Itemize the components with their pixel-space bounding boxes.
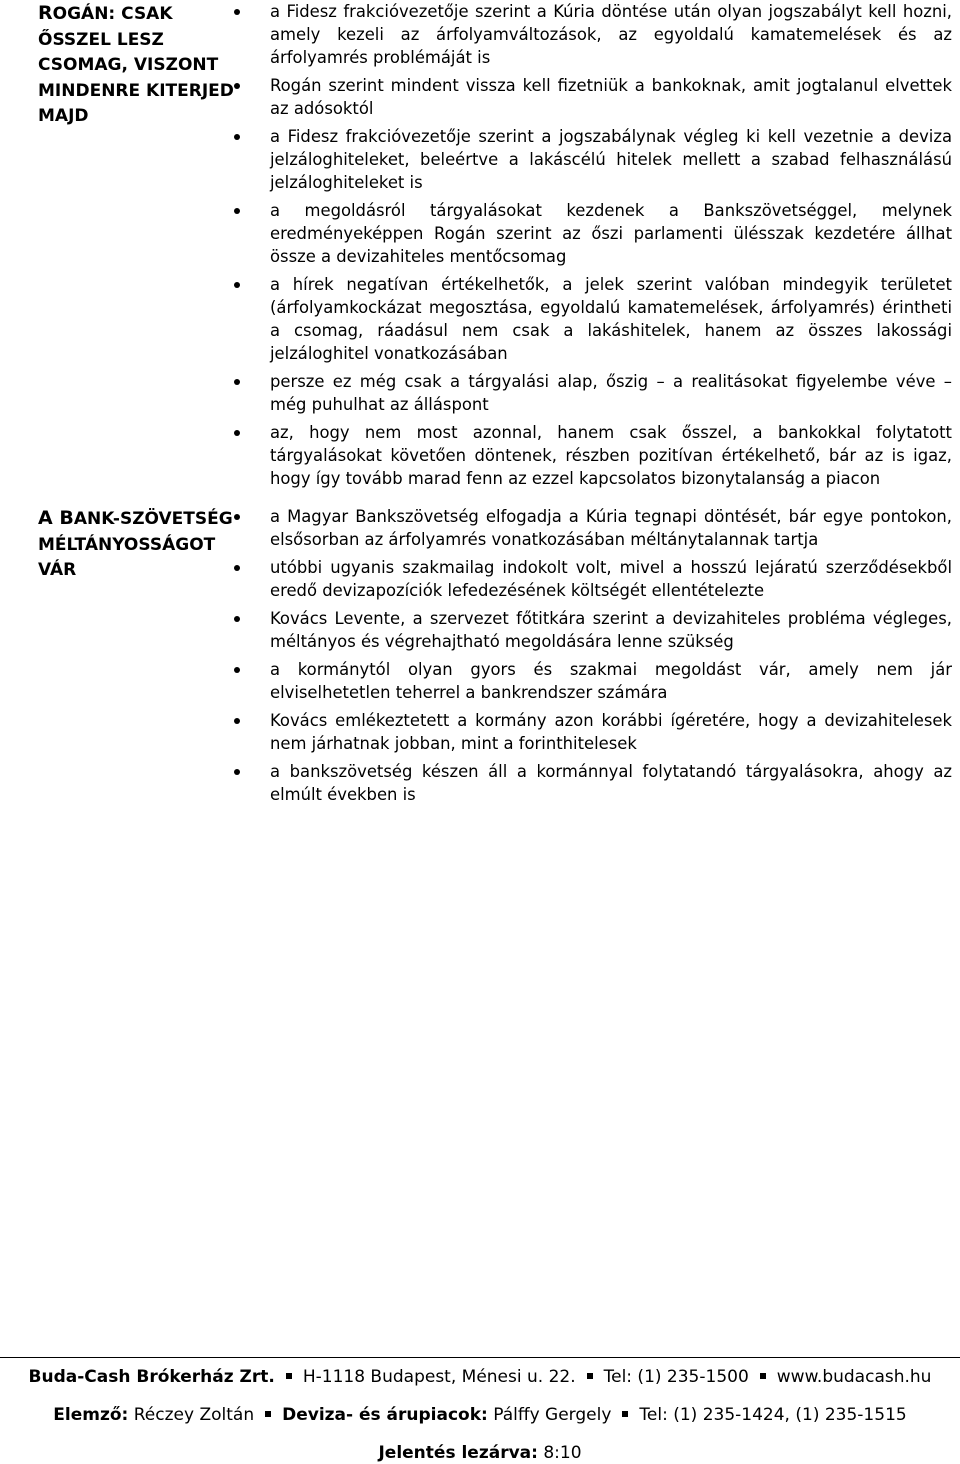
bullet-text: a Fidesz frakcióvezetője szerint a Kúria döntése után olyan jogszabályt kell hozni, amely kezeli az árfolyamváltozások, az egyoldalú kamatemelések és az árfolyamrés problémáját is <box>270 2 952 67</box>
footer-address: H-1118 Budapest, Ménesi u. 22. <box>302 1367 576 1387</box>
footer-fx-phone: Tel: (1) 235-1424, (1) 235-1515 <box>639 1405 907 1425</box>
separator-square-icon <box>265 1411 271 1417</box>
bullet-text: a Fidesz frakcióvezetője szerint a jogszabálynak végleg ki kell vezetnie a deviza jelzáloghiteleket, beleértve a lakáscélú hitelek mellett a szabad felhasználású jelzáloghiteleket is <box>270 127 952 192</box>
footer-company: Buda-Cash Brókerház Zrt. <box>28 1367 275 1387</box>
footer-website[interactable]: www.budacash.hu <box>776 1367 932 1387</box>
footer-closed-label: Jelentés lezárva: <box>378 1443 538 1463</box>
list-item <box>270 760 952 806</box>
bullet-icon <box>234 379 240 385</box>
list-item <box>270 273 952 365</box>
list-item <box>270 709 952 755</box>
section-title-text: OGÁN: CSAK ŐSSZEL LESZ CSOMAG, VISZONT MINDENRE KITERJED MAJD <box>38 4 234 126</box>
bullet-icon <box>234 616 240 622</box>
bullet-text: persze ez még csak a tárgyalási alap, őszig – a realitásokat figyelembe véve – még puhulhat az álláspont <box>270 372 952 414</box>
bullet-list <box>270 505 952 811</box>
list-item <box>270 421 952 490</box>
footer-divider <box>0 1357 960 1358</box>
section-title-initial: A B <box>38 507 74 529</box>
footer-fx-label: Deviza- és árupiacok: <box>282 1405 488 1425</box>
list-item <box>270 505 952 551</box>
bullet-icon <box>234 565 240 571</box>
bullet-icon <box>234 208 240 214</box>
bullet-list <box>270 0 952 495</box>
bullet-icon <box>234 718 240 724</box>
list-item <box>270 556 952 602</box>
footer-analyst-row <box>0 1404 960 1426</box>
list-item <box>270 199 952 268</box>
footer-fx-name: Pálffy Gergely <box>487 1405 612 1425</box>
bullet-text: az, hogy nem most azonnal, hanem csak ősszel, a bankokkal folytatott tárgyalásokat követően döntenek, részben pozitívan értékelhető, bár az is igaz, hogy így tovább marad fenn az ezzel kapcsolatos bizonytalanság a piacon <box>270 423 952 488</box>
bullet-icon <box>234 514 240 520</box>
bullet-icon <box>234 769 240 775</box>
separator-square-icon <box>622 1411 628 1417</box>
list-item <box>270 370 952 416</box>
footer-company-row <box>0 1366 960 1388</box>
footer-analyst-label: Elemző: <box>53 1405 129 1425</box>
bullet-icon <box>234 83 240 89</box>
bullet-text: utóbbi ugyanis szakmailag indokolt volt, mivel a hosszú lejáratú szerződésekből eredő devizapozíciók lefedezésének költségét ellentételezte <box>270 558 952 600</box>
separator-square-icon <box>760 1373 766 1379</box>
bullet-icon <box>234 282 240 288</box>
bullet-text: a bankszövetség készen áll a kormánnyal folytatandó tárgyalásokra, ahogy az elmúlt években is <box>270 762 952 804</box>
footer-phone: Tel: (1) 235-1500 <box>603 1367 749 1387</box>
bullet-text: Rogán szerint mindent vissza kell fizetniük a bankoknak, amit jogtalanul elvettek az adósoktól <box>270 76 952 118</box>
footer-analyst-name: Réczey Zoltán <box>128 1405 255 1425</box>
bullet-text: a hírek negatívan értékelhetők, a jelek szerint valóban mindegyik területet (árfolyamkockázat megosztása, egyoldalú kamatemelések, árfolyamrés) érintheti a csomag, ráadásul nem csak a lakáshitelek, hanem az összes lakossági jelzáloghitel vonatkozásában <box>270 275 952 363</box>
bullet-text: a Magyar Bankszövetség elfogadja a Kúria tegnapi döntését, bár egye pontokon, elsősorban az árfolyamrés vonatkozásában méltánytalannak tartja <box>270 507 952 549</box>
bullet-text: Kovács Levente, a szervezet főtitkára szerint a devizahiteles probléma végleges, méltányos és végrehajtható megoldására lenne szükség <box>270 609 952 651</box>
list-item <box>270 658 952 704</box>
bullet-text: a kormánytól olyan gyors és szakmai megoldást vár, amely nem jár elviselhetetlen teherrel a bankrendszer számára <box>270 660 952 702</box>
footer-closed-time: 8:10 <box>537 1443 582 1463</box>
bullet-icon <box>234 430 240 436</box>
bullet-icon <box>234 134 240 140</box>
bullet-icon <box>234 9 240 15</box>
section-title-initial: R <box>38 2 53 24</box>
list-item <box>270 607 952 653</box>
separator-square-icon <box>286 1373 292 1379</box>
section-title <box>38 506 238 584</box>
bullet-icon <box>234 667 240 673</box>
bullet-text: a megoldásról tárgyalásokat kezdenek a Bankszövetséggel, melynek eredményeképpen Rogán szerint az őszi parlamenti ülésszak kezdetére állhat össze a devizahiteles mentőcsomag <box>270 201 952 266</box>
bullet-text: Kovács emlékeztetett a kormány azon korábbi ígéretére, hogy a devizahitelesek nem járhatnak jobban, mint a forinthitelesek <box>270 711 952 753</box>
list-item <box>270 0 952 69</box>
list-item <box>270 74 952 120</box>
footer-closed-row <box>0 1442 960 1464</box>
section-title-text: ANK-SZÖVETSÉG MÉLTÁNYOSSÁGOT VÁR <box>38 509 233 580</box>
section-title <box>38 1 238 130</box>
separator-square-icon <box>587 1373 593 1379</box>
list-item <box>270 125 952 194</box>
